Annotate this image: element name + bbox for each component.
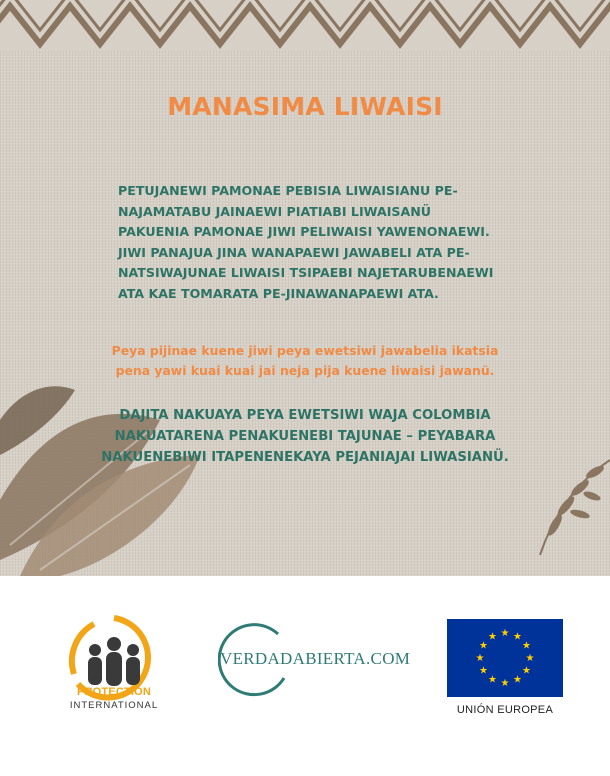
closing-paragraph: DAJITA NAKUAYA PEYA EWETSIWI WAJA COLOMBIA NAKUATARENA PENAKUENEBI TAJUNAE – PEYABARA NAKUENEBIWI ITAPENENEKAYA PEJANIAJAI LIWASIANÜ. bbox=[101, 408, 509, 465]
svg-text:★: ★ bbox=[479, 640, 488, 652]
three-people-icon bbox=[64, 614, 164, 714]
svg-text:★: ★ bbox=[513, 631, 522, 643]
svg-text:★: ★ bbox=[500, 628, 510, 639]
sponsor-logos bbox=[0, 576, 610, 776]
svg-text:★: ★ bbox=[488, 674, 497, 686]
protection-logo-name: PROTECTION bbox=[76, 686, 152, 698]
poster-title: MANASIMA LIWAISI bbox=[167, 92, 443, 121]
eu-flag-icon bbox=[447, 619, 563, 697]
svg-text:★: ★ bbox=[500, 678, 510, 689]
svg-text:★: ★ bbox=[475, 653, 485, 664]
svg-text:★: ★ bbox=[522, 665, 531, 677]
svg-text:★: ★ bbox=[488, 631, 497, 643]
fern-decoration bbox=[500, 450, 610, 560]
highlight-paragraph: Peya pijinae kuene jiwi peya ewetsiwi jawabelia ikatsia pena yawi kuai kuai jai neja pija kuene liwaisi jawanü. bbox=[111, 343, 499, 378]
svg-text:★: ★ bbox=[479, 665, 488, 677]
svg-text:★: ★ bbox=[513, 674, 522, 686]
intro-paragraph: PETUJANEWI PAMONAE PEBISIA LIWAISIANU PE-NAJAMATABU JAINAEWI PIATIABI LIWAISANÜ PAKUENIA PAMONAE JIWI PELIWAISI YAWENONAEWI. JIWI PANAJUA JINA WANAPAEWI JAWABELI ATA PE-NATSIWAJUNAE LIWAISI TSIPAEBI NAJETARUBENAEWI ATA KAE TOMARATA PE-JINAWANAPAEWI ATA. bbox=[118, 183, 494, 301]
svg-text:★: ★ bbox=[525, 653, 535, 664]
protection-logo-subtitle: INTERNATIONAL bbox=[69, 700, 159, 711]
eu-label: UNIÓN EUROPEA bbox=[456, 704, 554, 716]
tribal-border-decoration bbox=[0, 0, 610, 50]
verdad-abierta-logo: VERDADABIERTA.COM bbox=[220, 649, 411, 668]
palm-leaves-decoration bbox=[0, 360, 230, 576]
svg-text:★: ★ bbox=[522, 640, 531, 652]
